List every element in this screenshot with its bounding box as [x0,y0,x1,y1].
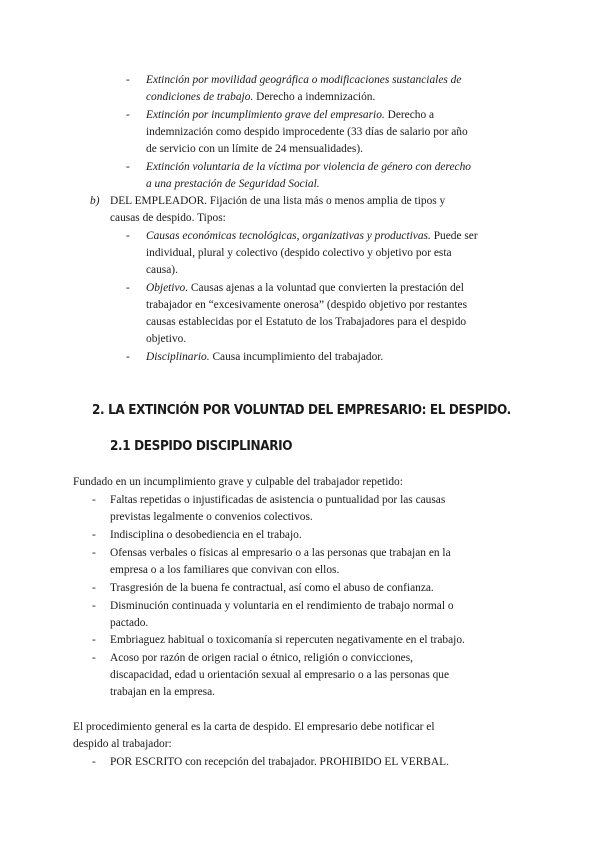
list-item: Extinción por incumplimiento grave del empresario. Derecho a [146,109,435,121]
list-item: Causas económicas tecnológicas, organizativas y productivas. Puede ser [146,230,478,242]
section-heading: 2. LA EXTINCIÓN POR VOLUNTAD DEL EMPRESARIO: EL DESPIDO. [92,403,511,418]
list-item-continuation: condiciones de trabajo. Derecho a indemnización. [146,91,376,103]
list-item: Disminución continuada y voluntaria en el rendimiento de trabajo normal o [110,600,454,612]
employer-paragraph-continuation: causas de despido. Tipos: [110,212,226,224]
list-item-continuation: empresa o a los familiares que convivan con ellos. [110,564,340,576]
procedure-paragraph-continuation: despido al trabajador: [73,738,172,750]
list-item-continuation: indemnización como despido improcedente (33 días de salario por año [146,126,468,138]
list-item: Disciplinario. Causa incumplimiento del trabajador. [146,351,384,363]
list-item-continuation: a una prestación de Seguridad Social. [146,178,320,190]
list-dash: - [92,634,96,646]
list-dash: - [92,756,96,768]
list-dash: - [126,109,130,121]
list-item-continuation: discapacidad, edad u orientación sexual al empresario o a las personas que [110,669,450,681]
list-item-continuation: trabajan en la empresa. [110,686,215,698]
subsection-heading: 2.1 DESPIDO DISCIPLINARIO [110,439,293,454]
intro-paragraph: Fundado en un incumplimiento grave y culpable del trabajador repetido: [73,476,403,488]
list-item-continuation: pactado. [110,617,149,629]
list-label-b: b) [90,195,100,207]
list-dash: - [92,582,96,594]
list-item-continuation: causa). [146,264,178,276]
list-dash: - [92,529,96,541]
list-item: Embriaguez habitual o toxicomanía si repercuten negativamente en el trabajo. [110,634,465,646]
list-item: Extinción por movilidad geográfica o modificaciones sustanciales de [146,74,462,86]
list-dash: - [126,282,130,294]
list-item-continuation: previstas legalmente o convenios colectivos. [110,511,313,523]
list-dash: - [126,230,130,242]
list-item: Faltas repetidas o injustificadas de asistencia o puntualidad por las causas [110,494,446,506]
list-item-continuation: causas establecidas por el Estatuto de los Trabajadores para el despido [146,316,467,328]
list-item-continuation: objetivo. [146,333,187,345]
list-item: Extinción voluntaria de la víctima por violencia de género con derecho [146,161,471,173]
employer-paragraph: DEL EMPLEADOR. Fijación de una lista más o menos amplia de tipos y [110,195,446,207]
list-item: POR ESCRITO con recepción del trabajador. PROHIBIDO EL VERBAL. [110,756,449,768]
list-item: Ofensas verbales o físicas al empresario o a las personas que trabajan en la [110,547,451,559]
list-item-continuation: trabajador en “excesivamente onerosa” (despido objetivo por restantes [146,299,468,311]
list-dash: - [126,351,130,363]
list-item: Objetivo. Causas ajenas a la voluntad que convierten la prestación del [146,282,464,294]
list-dash: - [92,600,96,612]
list-item-continuation: de servicio con un límite de 24 mensualidades). [146,143,363,155]
list-dash: - [126,74,130,86]
list-item-continuation: individual, plural y colectivo (despido colectivo y objetivo por esta [146,247,452,259]
list-dash: - [92,494,96,506]
list-dash: - [126,161,130,173]
list-dash: - [92,652,96,664]
list-item: Trasgresión de la buena fe contractual, así como el abuso de confianza. [110,582,434,594]
list-item: Indisciplina o desobediencia en el trabajo. [110,529,302,541]
list-item: Acoso por razón de origen racial o étnico, religión o convicciones, [110,652,414,664]
list-dash: - [92,547,96,559]
procedure-paragraph: El procedimiento general es la carta de despido. El empresario debe notificar el [73,721,435,733]
